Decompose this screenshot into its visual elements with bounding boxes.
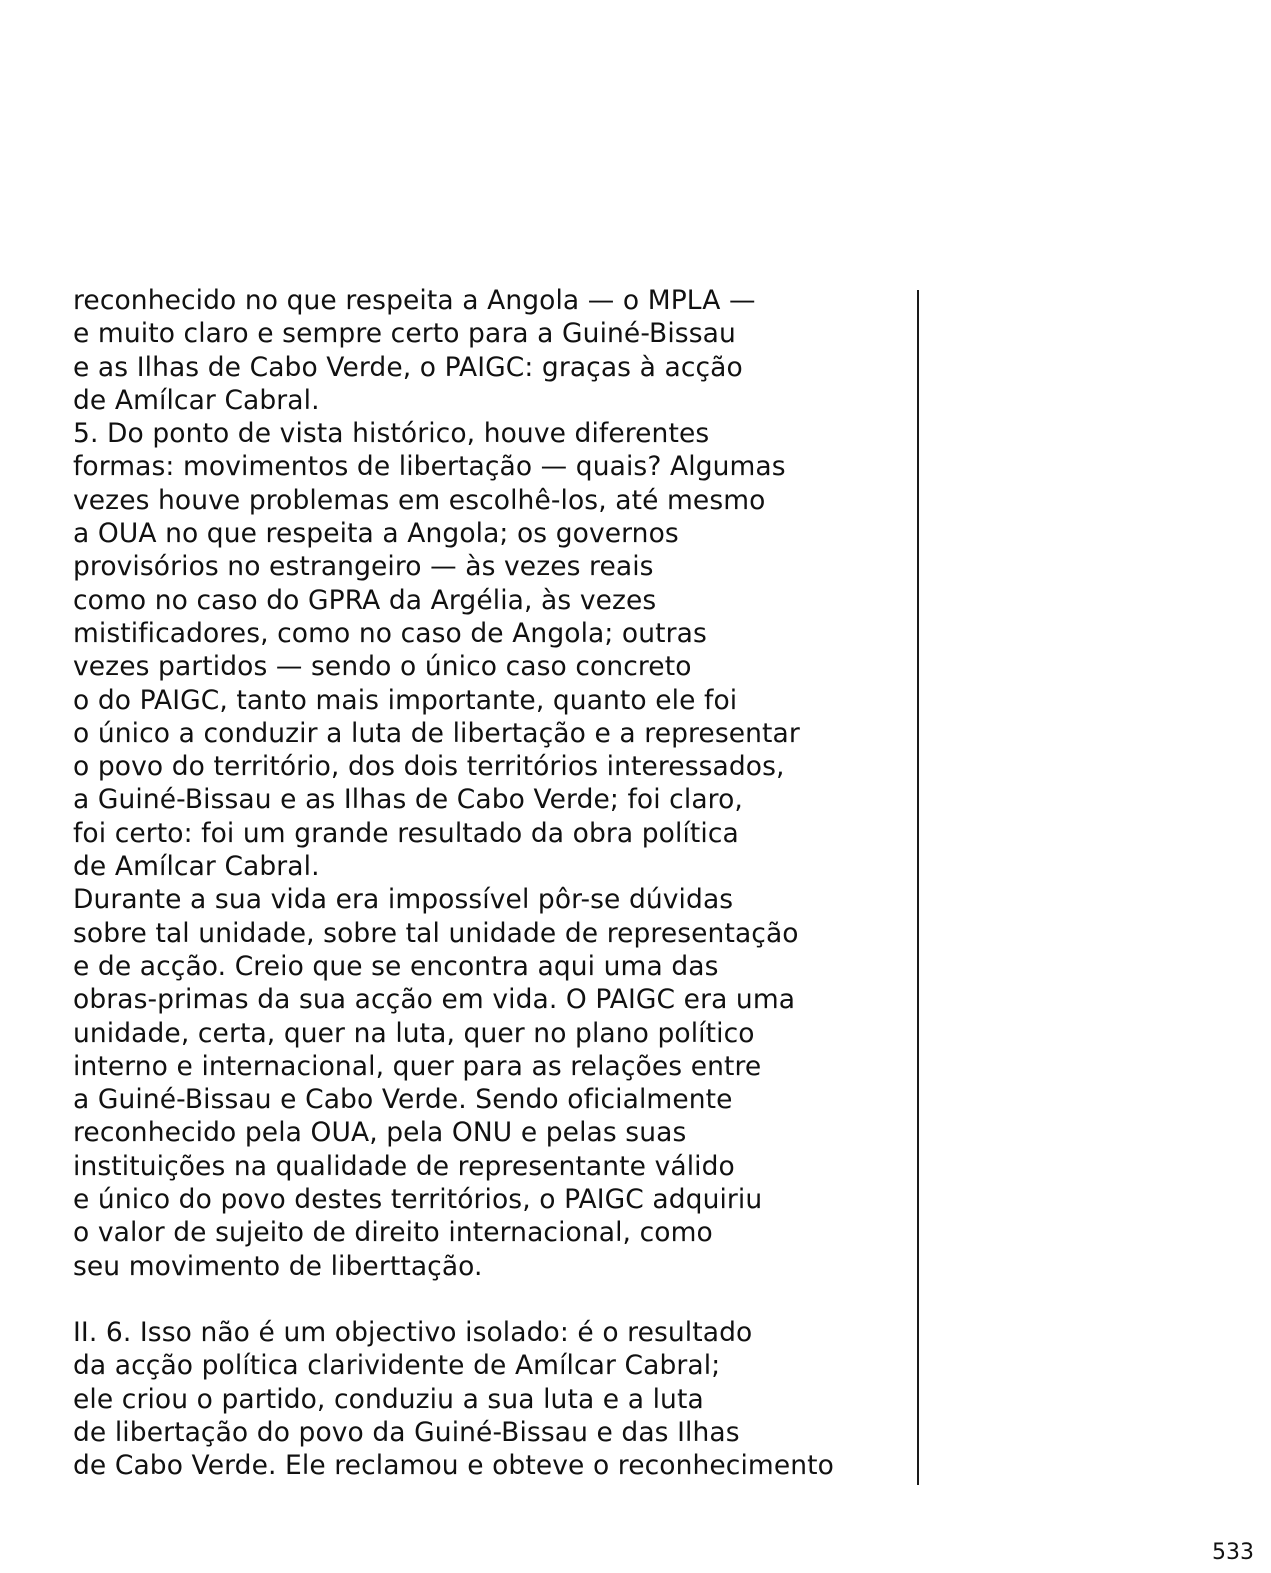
text-line: unidade, certa, quer na luta, quer no plano político xyxy=(73,1017,755,1049)
text-line: formas: movimentos de libertação — quais? Algumas xyxy=(73,451,786,483)
text-line: vezes partidos — sendo o único caso concreto xyxy=(73,651,692,683)
text-line: mistificadores, como no caso de Angola; outras xyxy=(73,617,707,649)
text-line: a OUA no que respeita a Angola; os governos xyxy=(73,518,679,550)
text-line: o do PAIGC, tanto mais importante, quanto ele foi xyxy=(73,684,738,716)
text-line: seu movimento de liberttação. xyxy=(73,1250,483,1282)
text-line: da acção política clarividente de Amílcar Cabral; xyxy=(73,1350,721,1382)
text-line: e as Ilhas de Cabo Verde, o PAIGC: graças à acção xyxy=(73,351,743,383)
text-line: vezes houve problemas em escolhê-los, até mesmo xyxy=(73,484,766,516)
body-text xyxy=(73,284,918,1482)
text-line: a Guiné-Bissau e as Ilhas de Cabo Verde; foi claro, xyxy=(73,784,743,816)
text-line: II. 6. Isso não é um objectivo isolado: é o resultado xyxy=(73,1316,753,1348)
text-line: reconhecido pela OUA, pela ONU e pelas suas xyxy=(73,1117,687,1149)
paragraph-3 xyxy=(73,883,918,1283)
text-line: e único do povo destes territórios, o PAIGC adquiriu xyxy=(73,1184,763,1216)
text-line: provisórios no estrangeiro — às vezes reais xyxy=(73,551,654,583)
text-line: Durante a sua vida era impossível pôr-se dúvidas xyxy=(73,884,734,916)
text-line: o único a conduzir a luta de libertação e a representar xyxy=(73,717,800,749)
paragraph-4 xyxy=(73,1316,918,1482)
text-line: foi certo: foi um grande resultado da obra política xyxy=(73,817,739,849)
paragraph-gap xyxy=(73,1283,918,1316)
text-line: e muito claro e sempre certo para a Guiné-Bissau xyxy=(73,318,736,350)
paragraph-1 xyxy=(73,284,918,417)
text-line: instituições na qualidade de representante válido xyxy=(73,1150,735,1182)
text-line: de Amílcar Cabral. xyxy=(73,384,320,416)
text-line: o povo do território, dos dois territórios interessados, xyxy=(73,751,785,783)
text-line: como no caso do GPRA da Argélia, às vezes xyxy=(73,584,657,616)
text-line: 5. Do ponto de vista histórico, houve diferentes xyxy=(73,418,710,450)
text-line: ele criou o partido, conduziu a sua luta e a luta xyxy=(73,1383,704,1415)
text-line: de libertação do povo da Guiné-Bissau e das Ilhas xyxy=(73,1416,740,1448)
text-line: de Amílcar Cabral. xyxy=(73,851,320,883)
text-line: de Cabo Verde. Ele reclamou e obteve o reconhecimento xyxy=(73,1450,834,1482)
text-line: e de acção. Creio que se encontra aqui uma das xyxy=(73,950,719,982)
paragraph-2 xyxy=(73,417,918,883)
text-line: interno e internacional, quer para as relações entre xyxy=(73,1050,762,1082)
text-line: a Guiné-Bissau e Cabo Verde. Sendo oficialmente xyxy=(73,1084,733,1116)
margin-rule xyxy=(917,290,919,1485)
text-line: o valor de sujeito de direito internacional, como xyxy=(73,1217,713,1249)
text-line: sobre tal unidade, sobre tal unidade de representação xyxy=(73,917,799,949)
page-number: 533 xyxy=(1212,1540,1254,1565)
text-line: obras-primas da sua acção em vida. O PAIGC era uma xyxy=(73,984,796,1016)
text-line: reconhecido no que respeita a Angola — o MPLA — xyxy=(73,285,756,316)
